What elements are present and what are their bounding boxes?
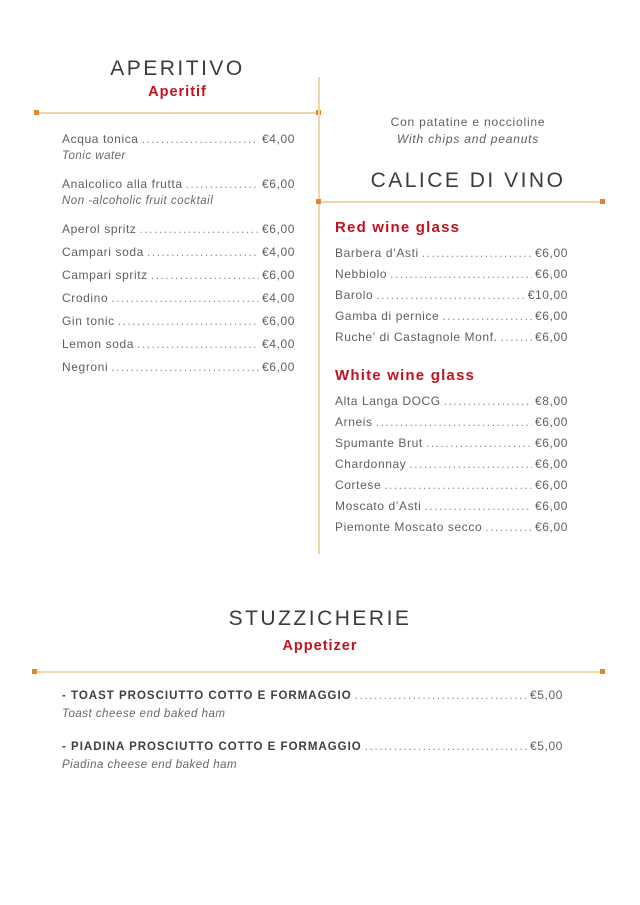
menu-item-price: €6,00 — [534, 478, 568, 492]
menu-item-name: Analcolico alla frutta — [62, 177, 183, 191]
menu-item — [62, 360, 295, 375]
menu-item-name: Ruche’ di Castagnole Monf. — [335, 330, 498, 344]
menu-item-name: Gin tonic — [62, 314, 115, 328]
menu-item-price: €6,00 — [534, 520, 568, 534]
aperitivo-list — [62, 132, 295, 383]
calice-top-note — [330, 115, 606, 147]
menu-item-name: Spumante Brut — [335, 436, 423, 450]
menu-item-translation: Piadina cheese end baked ham — [62, 759, 238, 771]
red-wine-list — [335, 246, 568, 345]
menu-item-price: €4,00 — [261, 291, 295, 305]
top-note-english: With chips and peanuts — [396, 132, 540, 146]
menu-item-translation: Tonic water — [62, 150, 126, 162]
menu-item-name: Piemonte Moscato secco — [335, 520, 483, 534]
menu-item — [62, 688, 563, 721]
menu-item — [62, 291, 295, 306]
dotted-leader — [384, 478, 532, 493]
dotted-leader — [111, 291, 259, 306]
menu-item-name: Campari soda — [62, 245, 144, 259]
menu-item-row — [335, 309, 568, 324]
menu-item-price: €6,00 — [261, 222, 295, 236]
menu-item-row — [335, 267, 568, 282]
menu-item-row — [62, 360, 295, 375]
menu-item-row — [335, 394, 568, 409]
menu-item — [335, 330, 568, 345]
menu-item-row — [335, 457, 568, 472]
stuzzicherie-title: STUZZICHERIE — [228, 607, 412, 630]
menu-item — [335, 267, 568, 282]
menu-item-row — [62, 222, 295, 237]
aperitivo-header — [35, 56, 320, 101]
dotted-leader — [111, 360, 259, 375]
dotted-leader — [147, 245, 259, 260]
dotted-leader — [409, 457, 532, 472]
menu-item-translation: Non -alcoholic fruit cocktail — [62, 195, 214, 207]
menu-item-price: €4,00 — [261, 132, 295, 146]
divider-endpoint-dot — [600, 199, 605, 204]
divider-endpoint-dot — [316, 199, 321, 204]
white-wine-section — [335, 368, 568, 541]
menu-item-price: €6,00 — [261, 360, 295, 374]
aperitivo-title: APERITIVO — [110, 57, 245, 80]
menu-item-row — [335, 415, 568, 430]
dotted-leader — [422, 246, 532, 261]
menu-item-price: €6,00 — [534, 436, 568, 450]
divider-endpoint-dot — [34, 110, 39, 115]
menu-item-row — [335, 288, 568, 303]
dotted-leader — [390, 267, 532, 282]
menu-item-row — [62, 739, 563, 755]
menu-item-price: €6,00 — [261, 314, 295, 328]
menu-item — [62, 245, 295, 260]
dotted-leader — [142, 132, 259, 147]
dotted-leader — [186, 177, 259, 192]
menu-item-name: - PIADINA PROSCIUTTO COTTO E FORMAGGIO — [62, 741, 362, 753]
menu-item-row — [62, 177, 295, 192]
menu-item-price: €10,00 — [527, 288, 568, 302]
menu-item — [335, 520, 568, 535]
menu-item-row — [335, 330, 568, 345]
menu-item — [335, 415, 568, 430]
menu-item-price: €6,00 — [534, 267, 568, 281]
menu-item-row — [335, 478, 568, 493]
dotted-leader — [501, 330, 532, 345]
menu-item — [62, 177, 295, 208]
menu-item-name: Chardonnay — [335, 457, 407, 471]
menu-item-translation: Toast cheese end baked ham — [62, 708, 226, 720]
calice-divider-line — [318, 201, 603, 203]
menu-item-name: Barbera d’Asti — [335, 246, 419, 260]
menu-item — [62, 314, 295, 329]
dotted-leader — [355, 688, 527, 703]
menu-item-price: €6,00 — [534, 457, 568, 471]
stuzzicherie-list — [62, 688, 563, 790]
white-wine-list — [335, 394, 568, 535]
red-wine-heading: Red wine glass — [335, 219, 461, 236]
menu-item-price: €4,00 — [261, 245, 295, 259]
menu-item-row — [335, 436, 568, 451]
dotted-leader — [426, 436, 532, 451]
menu-item-price: €4,00 — [261, 337, 295, 351]
menu-item — [335, 436, 568, 451]
divider-endpoint-dot — [32, 669, 37, 674]
menu-item-name: Negroni — [62, 360, 109, 374]
menu-item-row — [62, 132, 295, 147]
menu-item-row — [62, 291, 295, 306]
menu-item-price: €6,00 — [534, 309, 568, 323]
menu-item — [335, 478, 568, 493]
menu-item-row — [62, 337, 295, 352]
red-wine-section — [335, 220, 568, 351]
dotted-leader — [137, 337, 259, 352]
menu-item-price: €6,00 — [534, 246, 568, 260]
menu-item — [62, 222, 295, 237]
menu-item-name: Moscato d’Asti — [335, 499, 422, 513]
calice-title: CALICE DI VINO — [370, 169, 566, 192]
dotted-leader — [140, 222, 259, 237]
menu-item — [62, 739, 563, 772]
menu-item-price: €6,00 — [261, 177, 295, 191]
stuzzicherie-subtitle: Appetizer — [282, 638, 358, 654]
dotted-leader — [365, 739, 527, 754]
menu-item — [335, 457, 568, 472]
menu-item-row — [62, 688, 563, 704]
stuzzicherie-divider-line — [34, 671, 603, 673]
menu-item-price: €8,00 — [534, 394, 568, 408]
white-wine-heading: White wine glass — [335, 367, 476, 384]
aperitivo-divider-line — [36, 112, 319, 114]
menu-item — [335, 246, 568, 261]
dotted-leader — [485, 520, 532, 535]
menu-item-row — [335, 246, 568, 261]
menu-item-row — [62, 314, 295, 329]
menu-item-name: Alta Langa DOCG — [335, 394, 441, 408]
dotted-leader — [376, 288, 524, 303]
menu-item-price: €6,00 — [534, 499, 568, 513]
dotted-leader — [442, 309, 532, 324]
aperitivo-subtitle: Aperitif — [148, 84, 207, 100]
menu-item-name: Campari spritz — [62, 268, 148, 282]
menu-item-name: Acqua tonica — [62, 132, 139, 146]
menu-item — [62, 268, 295, 283]
menu-item-price: €5,00 — [529, 739, 563, 753]
menu-item-name: Lemon soda — [62, 337, 135, 351]
dotted-leader — [424, 499, 532, 514]
menu-item-name: Barolo — [335, 288, 374, 302]
divider-endpoint-dot — [600, 669, 605, 674]
menu-item-name: Cortese — [335, 478, 382, 492]
menu-item-row — [335, 520, 568, 535]
dotted-leader — [376, 415, 532, 430]
column-divider-line — [318, 77, 320, 554]
menu-item — [335, 394, 568, 409]
menu-item — [335, 309, 568, 324]
menu-item-price: €6,00 — [534, 415, 568, 429]
menu-item-row — [62, 268, 295, 283]
dotted-leader — [118, 314, 259, 329]
menu-item-price: €6,00 — [261, 268, 295, 282]
menu-item-row — [335, 499, 568, 514]
menu-item-name: Crodino — [62, 291, 109, 305]
menu-item-row — [62, 245, 295, 260]
menu-item-price: €5,00 — [529, 688, 563, 702]
calice-header — [330, 168, 606, 194]
menu-item-name: Nebbiolo — [335, 267, 388, 281]
menu-item — [62, 337, 295, 352]
dotted-leader — [444, 394, 532, 409]
menu-item-price: €6,00 — [534, 330, 568, 344]
stuzzicherie-header — [0, 606, 640, 655]
menu-item-name: Aperol spritz — [62, 222, 137, 236]
top-note-italian: Con patatine e noccioline — [390, 115, 546, 129]
menu-item-name: - TOAST PROSCIUTTO COTTO E FORMAGGIO — [62, 690, 352, 702]
menu-item-name: Arneis — [335, 415, 373, 429]
menu-item — [335, 499, 568, 514]
dotted-leader — [151, 268, 259, 283]
menu-item — [62, 132, 295, 163]
menu-item — [335, 288, 568, 303]
menu-item-name: Gamba di pernice — [335, 309, 440, 323]
